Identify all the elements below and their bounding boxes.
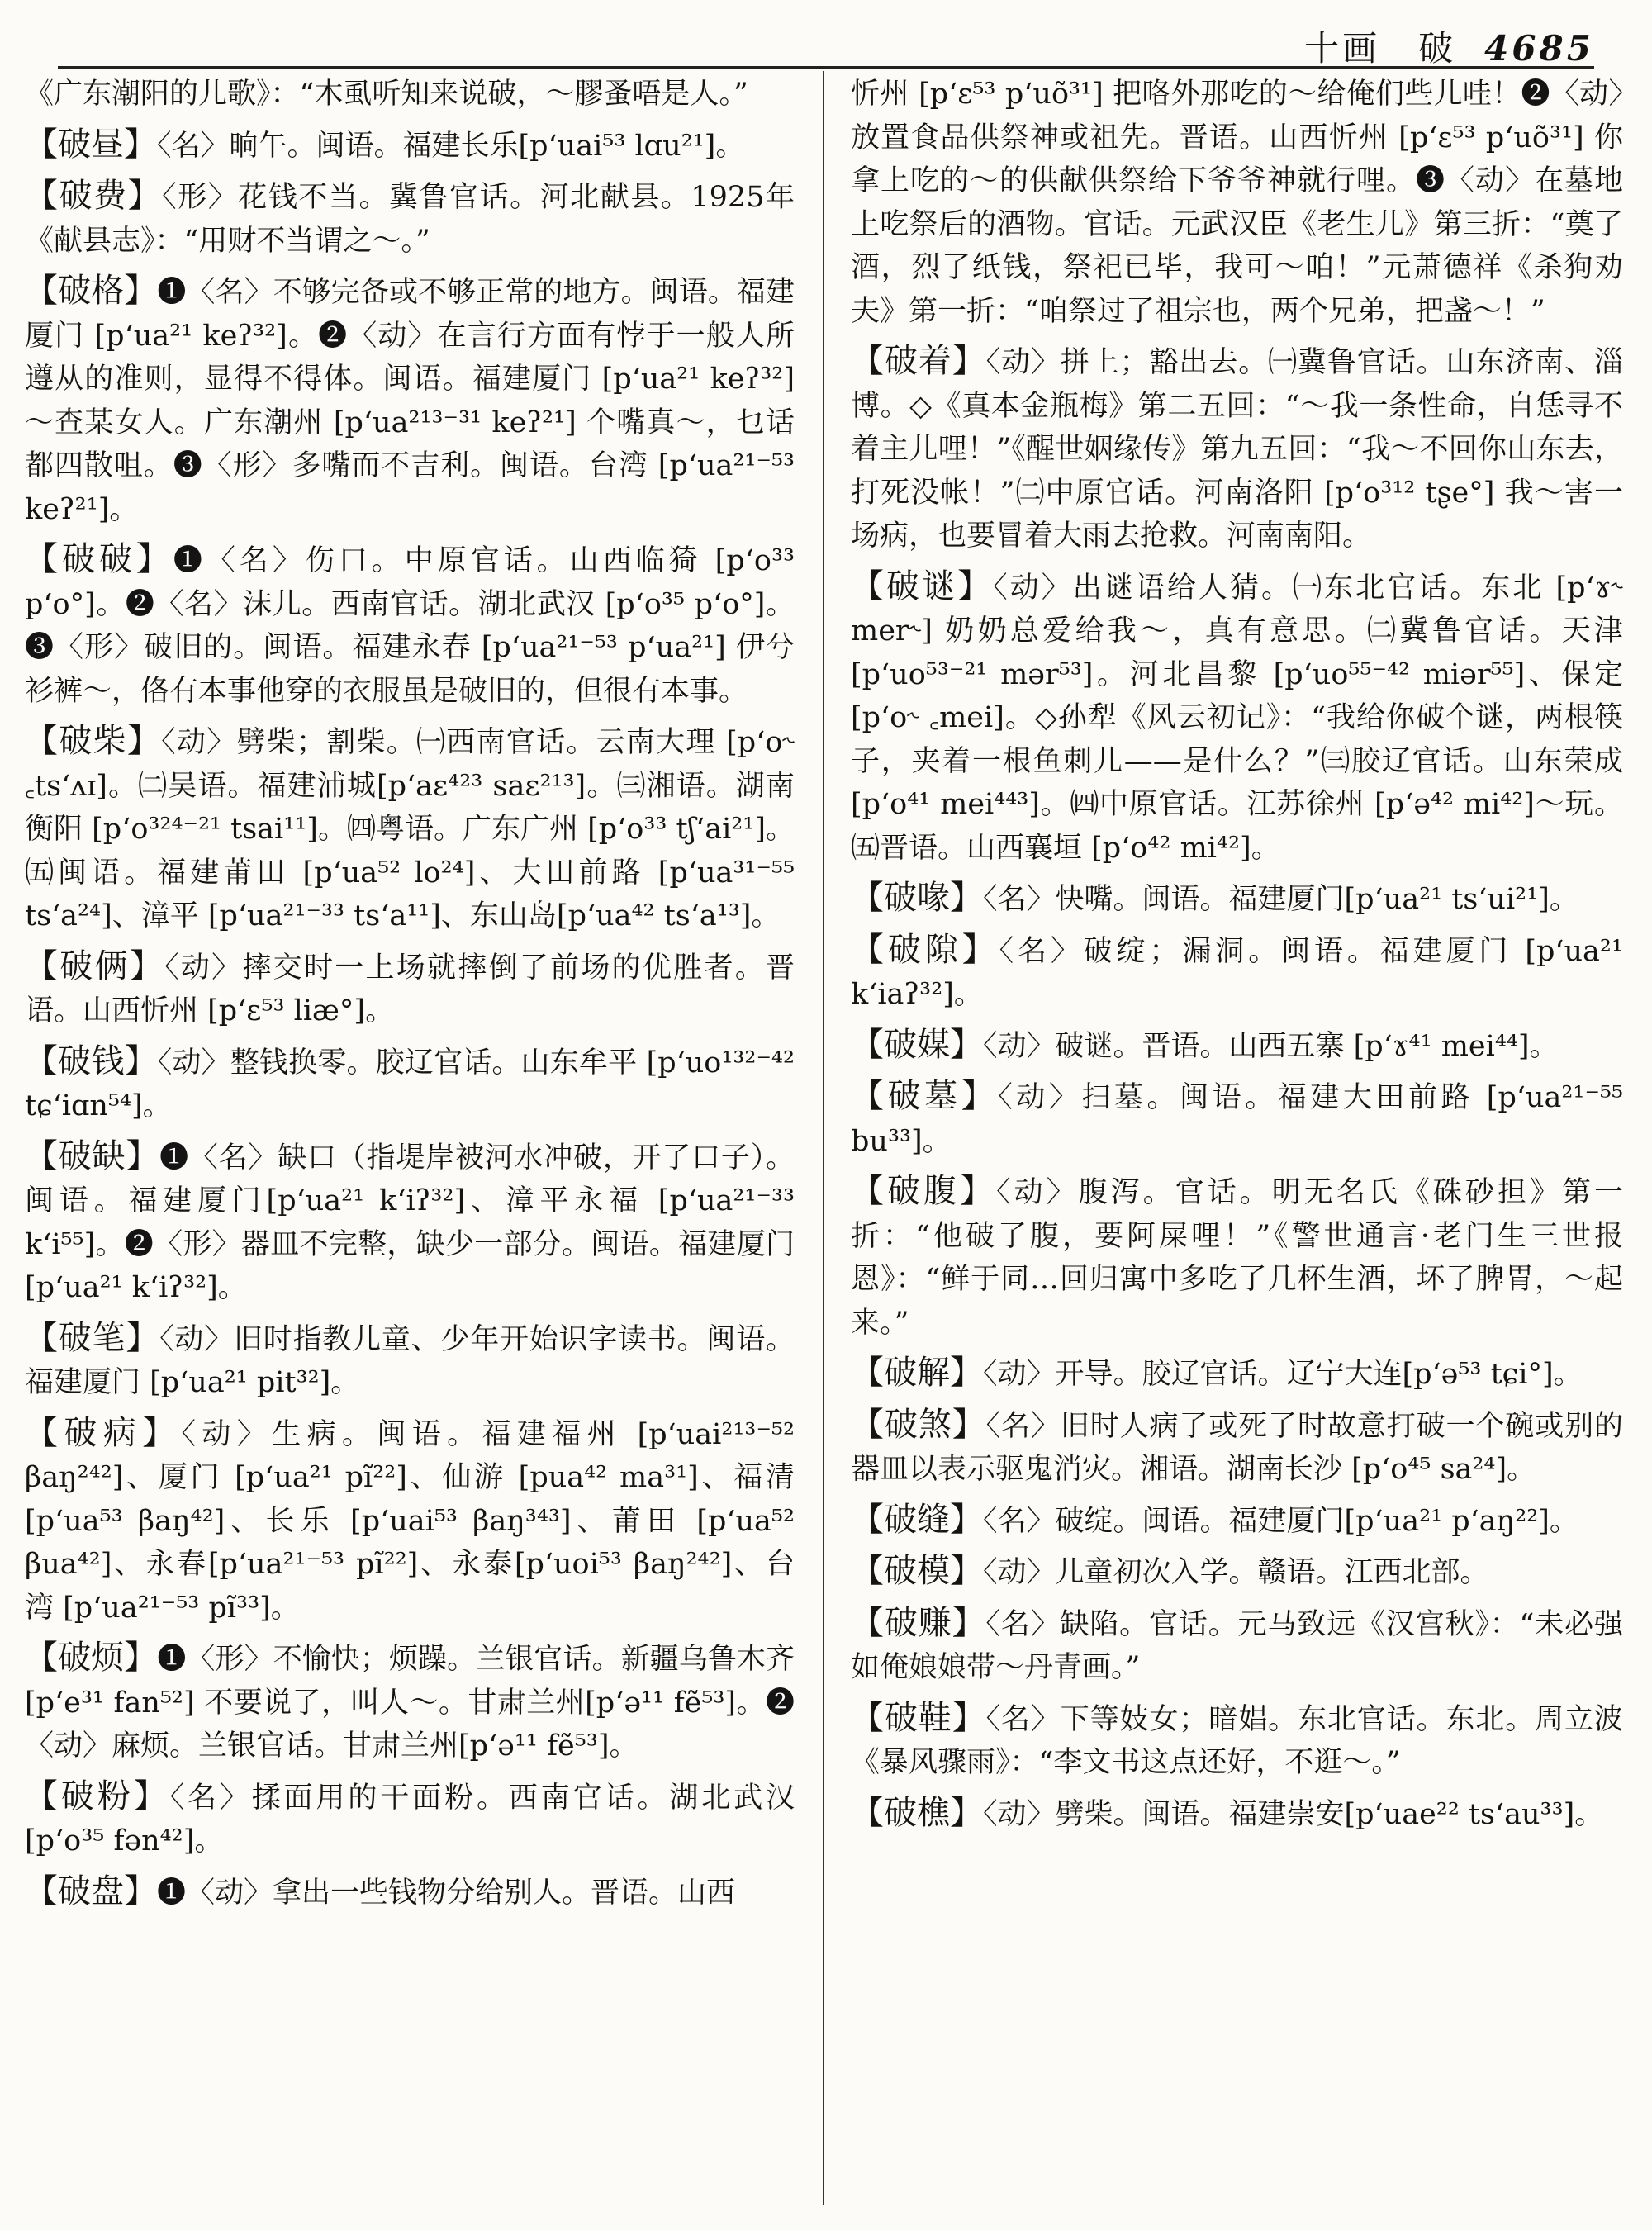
entry-definition: 〈动〉破谜。晋语。山西五寨 [pʻɤ⁴¹ mei⁴⁴]。 — [983, 1029, 1559, 1063]
dictionary-entry — [25, 71, 795, 116]
entry-definition: 〈名〉破绽。闽语。福建厦门[pʻua²¹ pʻaŋ²²]。 — [983, 1504, 1578, 1538]
dictionary-entry — [851, 339, 1623, 558]
entry-headword: 【破缝】 — [851, 1500, 983, 1539]
entry-definition: 《广东潮阳的儿歌》：“木虱听知来说破，～膠蚤唔是人。” — [25, 78, 748, 111]
entry-headword: 【破着】 — [851, 342, 986, 380]
entry-headword: 【破樵】 — [851, 1793, 983, 1832]
entry-definition: ❶〈动〉拿出一些钱物分给别人。晋语。山西 — [157, 1876, 736, 1910]
entry-definition: 〈动〉开导。胶辽官话。辽宁大连[pʻə⁵³ tɕi°]。 — [983, 1358, 1583, 1391]
running-header — [58, 17, 1594, 74]
entry-definition: 〈动〉扫墓。闽语。福建大田前路 [pʻua²¹⁻⁵⁵ bu³³]。 — [851, 1081, 1623, 1158]
dictionary-entry — [25, 945, 795, 1033]
entry-headword: 【破缺】 — [25, 1136, 160, 1175]
right-column — [851, 71, 1623, 2205]
dictionary-entry — [851, 928, 1623, 1017]
dictionary-entry — [851, 1696, 1623, 1785]
entry-headword: 【破赚】 — [851, 1603, 986, 1642]
dictionary-entry — [851, 565, 1623, 871]
header-section: 十画 破 — [1304, 28, 1457, 69]
entry-definition: 〈名〉缺陷。官话。元马致远《汉宫秋》：“未必强如俺娘娘带～丹青画。” — [851, 1607, 1623, 1684]
entry-definition: ❶〈名〉伤口。中原官话。山西临猗 [pʻo³³ pʻo°]。❷〈名〉沫儿。西南官话。湖北武汉 [pʻo³⁵ pʻo°]。❸〈形〉破旧的。闽语。福建永春 [pʻua²¹⁻⁵³ pʻua²¹] 伊兮衫裤～，佫有本事他穿的衣服虽是破旧的，但很有本事。 — [25, 544, 795, 708]
entry-headword: 【破盘】 — [25, 1872, 157, 1910]
header-rule — [58, 66, 1594, 69]
entry-headword: 【破俩】 — [25, 947, 165, 985]
entry-definition: 〈名〉旧时人病了或死了时故意打破一个碗或别的器皿以表示驱鬼消灾。湘语。湖南长沙 [pʻo⁴⁵ sa²⁴]。 — [851, 1409, 1623, 1486]
entry-definition: 〈动〉旧时指教儿童、少年开始识字读书。闽语。福建厦门 [pʻua²¹ pit³²]。 — [25, 1322, 795, 1399]
entry-headword: 【破钱】 — [25, 1041, 158, 1080]
page-number: 4685 — [1484, 28, 1594, 69]
entry-definition: 〈形〉花钱不当。冀鲁官话。河北献县。1925年《献县志》：“用财不当谓之～。” — [25, 181, 795, 258]
entry-headword: 【破粉】 — [25, 1777, 170, 1815]
dictionary-entry — [25, 1040, 795, 1128]
entry-definition: 〈动〉儿童初次入学。赣语。江西北部。 — [983, 1556, 1489, 1589]
entry-definition: 〈名〉破绽；漏洞。闽语。福建厦门 [pʻua²¹ kʻiaʔ³²]。 — [851, 934, 1623, 1011]
dictionary-entry — [25, 1775, 795, 1863]
dictionary-entry — [851, 1351, 1623, 1397]
dictionary-entry — [851, 1549, 1623, 1595]
dictionary-entry — [25, 1412, 795, 1630]
entry-headword: 【破柴】 — [25, 722, 162, 760]
entry-definition: 〈动〉生病。闽语。福建福州 [pʻuai²¹³⁻⁵² βaŋ²⁴²]、厦门 [pʻua²¹ pĩ²²]、仙游 [pua⁴² ma³¹]、福清 [pʻua⁵³ βaŋ⁴²]、长乐 [pʻuai⁵³ βaŋ³⁴³]、莆田 [pʻua⁵² βua⁴²]、永春[pʻua²¹⁻⁵³ pĩ²²]、永泰[pʻuoi⁵³ βaŋ²⁴²]、台湾 [pʻua²¹⁻⁵³ pĩ³³]。 — [25, 1417, 795, 1625]
entry-headword: 【破格】 — [25, 272, 158, 310]
entry-definition: 〈动〉出谜语给人猜。㈠东北官话。东北 [pʻɤ˞ mer˞] 奶奶总爱给我～，真有意思。㈡冀鲁官话。天津 [pʻuo⁵³⁻²¹ mər⁵³]。河北昌黎 [pʻuo⁵⁵⁻⁴² miər⁵⁵]、保定 [pʻo˞ ꜀mei]。◇孙犁《风云初记》：“我给你破个谜，两根筷子，夹着一根鱼刺儿——是什么？”㈢胶辽官话。山东荣成[pʻo⁴¹ mei⁴⁴³]。㈣中原官话。江苏徐州 [pʻə⁴² mi⁴²]～玩。㈤晋语。山西襄垣 [pʻo⁴² mi⁴²]。 — [851, 571, 1623, 865]
entry-definition: 〈动〉摔交时一上场就摔倒了前场的优胜者。晋语。山西忻州 [pʻɛ⁵³ liæ°]。 — [25, 951, 795, 1027]
entry-definition: 忻州 [pʻɛ⁵³ pʻuõ³¹] 把咯外那吃的～给俺们些儿哇！❷〈动〉放置食品供祭神或祖先。晋语。山西忻州 [pʻɛ⁵³ pʻuõ³¹] 你拿上吃的～的供献供祭给下爷爷神就行哩。❸〈动〉在墓地上吃祭后的酒物。官话。元武汉臣《老生儿》第三折：“奠了酒，烈了纸钱，祭祀已毕，我可～咱！”元萧德祥《杀狗劝夫》第一折：“咱祭过了祖宗也，两个兄弟，把盏～！” — [851, 78, 1623, 328]
dictionary-entry — [851, 876, 1623, 922]
entry-definition: ❶〈名〉缺口（指堤岸被河水冲破，开了口子）。闽语。福建厦门[pʻua²¹ kʻiʔ³²]、漳平永福 [pʻua²¹⁻³³ kʻi⁵⁵]。❷〈形〉器皿不完整，缺少一部分。闽语。福建厦门 [pʻua²¹ kʻiʔ³²]。 — [25, 1141, 795, 1304]
dictionary-entry — [25, 719, 795, 938]
entry-definition: 〈动〉拼上；豁出去。㈠冀鲁官话。山东济南、淄博。◇《真本金瓶梅》第二五回：“～我一条性命，自恁寻不着主儿哩！”《醒世姻缘传》第九五回：“我～不回你山东去，打死没帐！”㈡中原官话。河南洛阳 [pʻo³¹² tʂe°] 我～害一场病，也要冒着大雨去抢救。河南南阳。 — [851, 346, 1623, 553]
left-column — [25, 71, 795, 2205]
entry-headword: 【破笔】 — [25, 1318, 160, 1357]
entry-definition: ❶〈名〉不够完备或不够正常的地方。闽语。福建厦门 [pʻua²¹ keʔ³²]。❷〈动〉在言行方面有悖于一般人所遵从的准则，显得不得体。闽语。福建厦门 [pʻua²¹ keʔ³²] ～查某女人。广东潮州 [pʻua²¹³⁻³¹ keʔ²¹] 个嘴真～，乜话都四散咀。❸〈形〉多嘴而不吉利。闽语。台湾 [pʻua²¹⁻⁵³ keʔ²¹]。 — [25, 276, 795, 526]
entry-definition: 〈名〉揉面用的干面粉。西南官话。湖北武汉 [pʻo³⁵ fən⁴²]。 — [25, 1781, 795, 1858]
entry-headword: 【破隙】 — [851, 930, 999, 969]
entry-headword: 【破鞋】 — [851, 1698, 986, 1737]
entry-definition: 〈名〉快嘴。闽语。福建厦门[pʻua²¹ tsʻui²¹]。 — [983, 883, 1578, 916]
dictionary-entry — [25, 538, 795, 713]
entry-headword: 【破谜】 — [851, 567, 994, 605]
entry-definition: 〈动〉腹泻。官话。明无名氏《硃砂担》第一折：“他破了腹，要阿屎哩！”《警世通言·老门生三世报恩》：“鲜于同…回归寓中多吃了几杯生酒，坏了脾胃，～起来。” — [851, 1176, 1623, 1340]
entry-definition: 〈动〉劈柴。闽语。福建崇安[pʻuae²² tsʻau³³]。 — [983, 1797, 1604, 1831]
entry-headword: 【破模】 — [851, 1552, 983, 1590]
dictionary-entry — [25, 123, 795, 168]
dictionary-entry — [25, 269, 795, 531]
dictionary-entry — [25, 1317, 795, 1405]
dictionary-entry — [851, 1403, 1623, 1492]
header-text — [1304, 21, 1594, 71]
dictionary-entry — [25, 1135, 795, 1310]
dictionary-entry — [25, 1870, 795, 1915]
entry-definition: 〈名〉下等妓女；暗娼。东北官话。东北。周立波《暴风骤雨》：“李文书这点还好，不逛～。” — [851, 1702, 1623, 1779]
entry-headword: 【破煞】 — [851, 1405, 986, 1444]
entry-definition: ❶〈形〉不愉快；烦躁。兰银官话。新疆乌鲁木齐 [pʻe³¹ fan⁵²] 不要说了，叫人～。甘肃兰州[pʻə¹¹ fẽ⁵³]。❷〈动〉麻烦。兰银官话。甘肃兰州[pʻə¹¹ fẽ⁵³]。 — [25, 1643, 795, 1763]
dictionary-entry — [851, 1498, 1623, 1544]
entry-headword: 【破墓】 — [851, 1077, 999, 1115]
dictionary-entry — [25, 174, 795, 263]
entry-headword: 【破烦】 — [25, 1639, 158, 1677]
entry-definition: 〈动〉整钱换零。胶辽官话。山东牟平 [pʻuo¹³²⁻⁴² tɕʻiɑn⁵⁴]。 — [25, 1046, 795, 1122]
entry-headword: 【破病】 — [25, 1413, 182, 1452]
dictionary-entry — [851, 1601, 1623, 1690]
dictionary-entry — [851, 1023, 1623, 1069]
dictionary-entry — [851, 71, 1623, 333]
column-divider — [823, 71, 824, 2205]
dictionary-entry — [851, 1170, 1623, 1345]
entry-definition: 〈名〉晌午。闽语。福建长乐[pʻuai⁵³ lɑu²¹]。 — [157, 129, 745, 163]
dictionary-entry — [25, 1636, 795, 1768]
entry-headword: 【破费】 — [25, 177, 163, 215]
entry-headword: 【破昼】 — [25, 125, 157, 164]
entry-headword: 【破媒】 — [851, 1025, 983, 1064]
dictionary-entry — [851, 1791, 1623, 1837]
entry-headword: 【破腹】 — [851, 1172, 997, 1210]
entry-headword: 【破喙】 — [851, 879, 983, 917]
entry-headword: 【破解】 — [851, 1354, 983, 1392]
dictionary-entry — [851, 1075, 1623, 1163]
entry-definition: 〈动〉劈柴；割柴。㈠西南官话。云南大理 [pʻo˞ ꜀tsʻʌɪ]。㈡吴语。福建浦城[pʻaɛ⁴²³ saɛ²¹³]。㈢湘语。湖南衡阳 [pʻo³²⁴⁻²¹ tsai¹¹]。㈣粤语。广东广州 [pʻo³³ tʃʻai²¹]。㈤闽语。福建莆田 [pʻua⁵² lo²⁴]、大田前路 [pʻua³¹⁻⁵⁵ tsʻa²⁴]、漳平 [pʻua²¹⁻³³ tsʻa¹¹]、东山岛[pʻua⁴² tsʻa¹³]。 — [25, 726, 795, 932]
entry-headword: 【破破】 — [25, 540, 173, 578]
